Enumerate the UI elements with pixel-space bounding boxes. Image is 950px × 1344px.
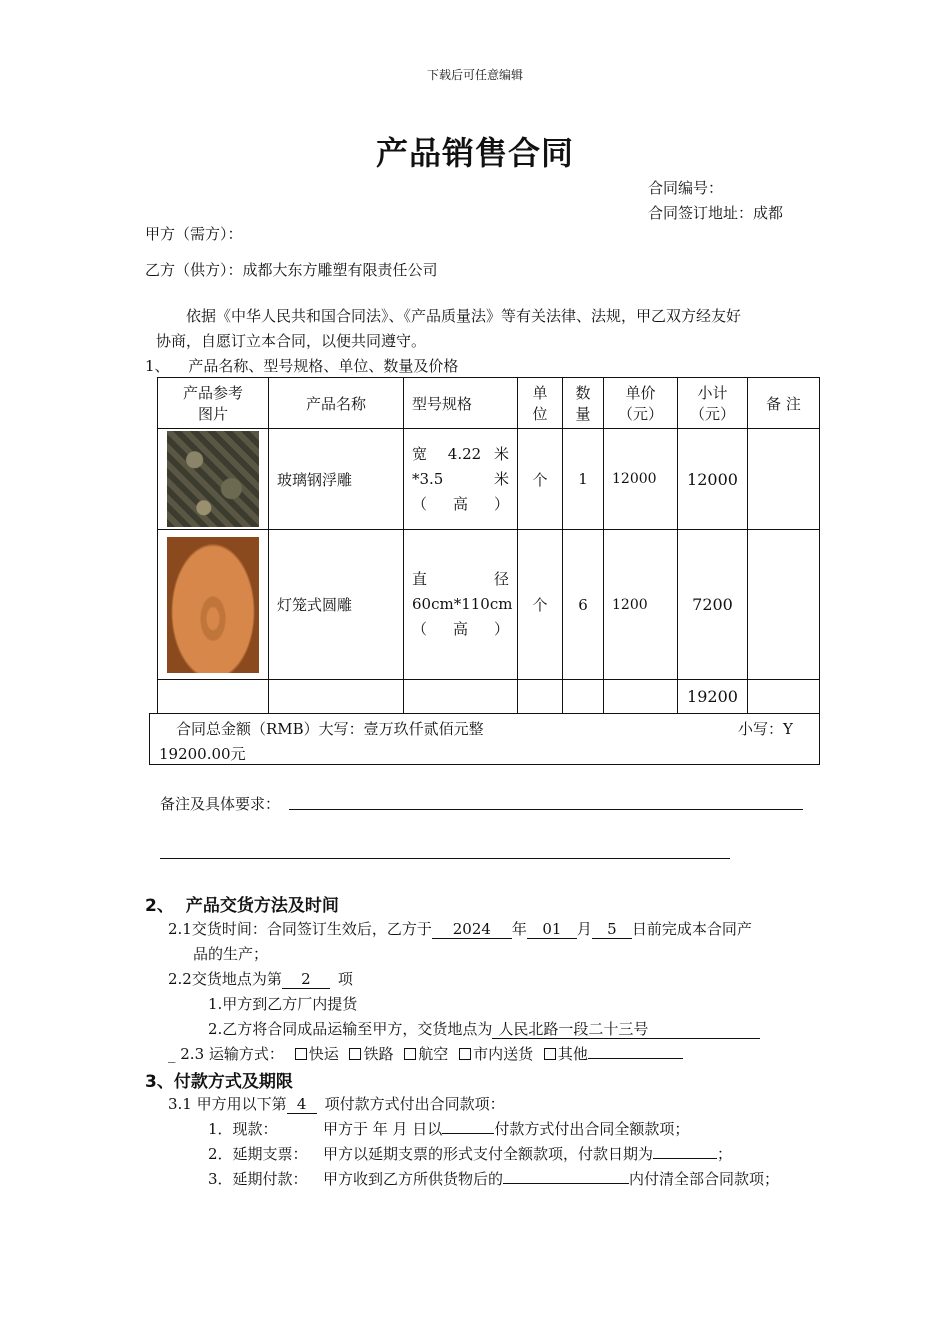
header-spec: 型号规格	[404, 378, 518, 429]
product-unit: 个	[518, 530, 563, 680]
product-spec: 直 径 60cm*110cm （高）	[404, 530, 518, 680]
relief-image	[167, 431, 259, 527]
total-lower-label: 小写：Y	[738, 720, 793, 738]
product-unit: 个	[518, 429, 563, 530]
section-2-heading: 2、 产品交货方法及时间	[145, 896, 339, 916]
product-table	[157, 377, 820, 714]
remarks-line-2[interactable]	[160, 858, 730, 859]
download-note: 下载后可任意编辑	[426, 68, 523, 82]
product-price: 12000	[604, 429, 678, 530]
product-name: 玻璃钢浮雕	[269, 429, 404, 530]
payment-option[interactable]: 4	[287, 1096, 317, 1114]
sign-place: 合同签订地址：成都	[648, 204, 784, 222]
delivery-time: 2.1交货时间：合同签订生效后，乙方于 2024 年 01 月 5 日前完成本合同产	[168, 920, 752, 938]
section-3-heading: 3、付款方式及期限	[145, 1072, 293, 1092]
table-header-row	[158, 378, 820, 429]
intro-line-2: 协商，自愿订立本合同，以便共同遵守。	[156, 332, 427, 350]
section-1-heading	[145, 355, 458, 376]
transport-method: _ 2.3 运输方式： 快运 铁路 航空 市内送货 其他	[168, 1043, 683, 1064]
cash-method-field[interactable]	[442, 1133, 494, 1134]
party-b: 乙方（供方）：成都大东方雕塑有限责任公司	[145, 261, 438, 279]
checkbox-express[interactable]	[295, 1048, 307, 1060]
product-spec: 宽 4.22 米 *3.5 米 （高）	[404, 429, 518, 530]
payment-cash: 1．现款： 甲方于 年 月 日以 付款方式付出合同全额款项；	[208, 1120, 690, 1138]
payment-cheque: 2．延期支票： 甲方以延期支票的形式支付全额款项，付款日期为 ；	[208, 1145, 733, 1163]
product-price: 1200	[604, 530, 678, 680]
checkbox-rail[interactable]	[349, 1048, 361, 1060]
table-row	[158, 530, 820, 680]
checkbox-other[interactable]	[544, 1048, 556, 1060]
table-row	[158, 429, 820, 530]
delivery-place: 2.2交货地点为第 2 项	[168, 970, 353, 988]
header-remark: 备 注	[748, 378, 820, 429]
remarks-line-1[interactable]	[289, 809, 803, 810]
header-subtotal: 小计 （元）	[678, 378, 748, 429]
payment-deferred: 3．延期付款： 甲方收到乙方所供货物后的 内付清全部合同款项；	[208, 1170, 780, 1188]
total-amount-box	[149, 713, 820, 765]
checkbox-air[interactable]	[404, 1048, 416, 1060]
header-name: 产品名称	[269, 378, 404, 429]
total-row	[158, 680, 820, 714]
delivery-year[interactable]: 2024	[432, 921, 512, 939]
product-image-cell	[158, 530, 269, 680]
product-remark	[748, 429, 820, 530]
document-title: 产品销售合同	[375, 134, 574, 172]
header-unit: 单 位	[518, 378, 563, 429]
cheque-date-field[interactable]	[653, 1158, 717, 1159]
checkbox-local[interactable]	[459, 1048, 471, 1060]
delivery-address[interactable]: 人民北路一段二十三号	[492, 1021, 760, 1039]
section-1-number: 1、	[145, 357, 170, 375]
other-transport-field[interactable]	[588, 1058, 683, 1059]
header-qty: 数 量	[563, 378, 604, 429]
product-remark	[748, 530, 820, 680]
lantern-image	[167, 537, 259, 673]
delivery-option-1: 1.甲方到乙方厂内提货	[208, 995, 358, 1013]
header-image: 产品参考 图片	[158, 378, 269, 429]
contract-number: 合同编号：	[648, 179, 724, 197]
deferred-period-field[interactable]	[503, 1183, 629, 1184]
product-image-cell	[158, 429, 269, 530]
delivery-day[interactable]: 5	[592, 921, 632, 939]
delivery-option-2: 2.乙方将合同成品运输至甲方，交货地点为 人民北路一段二十三号	[208, 1018, 760, 1039]
payment-method: 3.1 甲方用以下第 4 项付款方式付出合同款项：	[168, 1095, 505, 1113]
total-upper: 合同总金额（RMB）大写：壹万玖仟贰佰元整	[176, 720, 484, 738]
product-qty: 6	[563, 530, 604, 680]
delivery-time-line2: 品的生产；	[193, 945, 269, 963]
delivery-place-option[interactable]: 2	[282, 971, 330, 989]
product-subtotal: 7200	[678, 530, 748, 680]
remarks-label: 备注及具体要求：	[160, 795, 281, 813]
product-subtotal: 12000	[678, 429, 748, 530]
party-a: 甲方（需方）：	[145, 225, 243, 243]
table-total: 19200	[678, 680, 748, 714]
intro-line-1: 依据《中华人民共和国合同法》、《产品质量法》等有关法律、法规，甲乙双方经友好	[186, 307, 742, 325]
section-1-title: 产品名称、型号规格、单位、数量及价格	[188, 357, 459, 375]
product-qty: 1	[563, 429, 604, 530]
total-lower-value: 19200.00元	[159, 745, 246, 763]
delivery-month[interactable]: 01	[527, 921, 577, 939]
header-price: 单价 （元）	[604, 378, 678, 429]
product-name: 灯笼式圆雕	[269, 530, 404, 680]
